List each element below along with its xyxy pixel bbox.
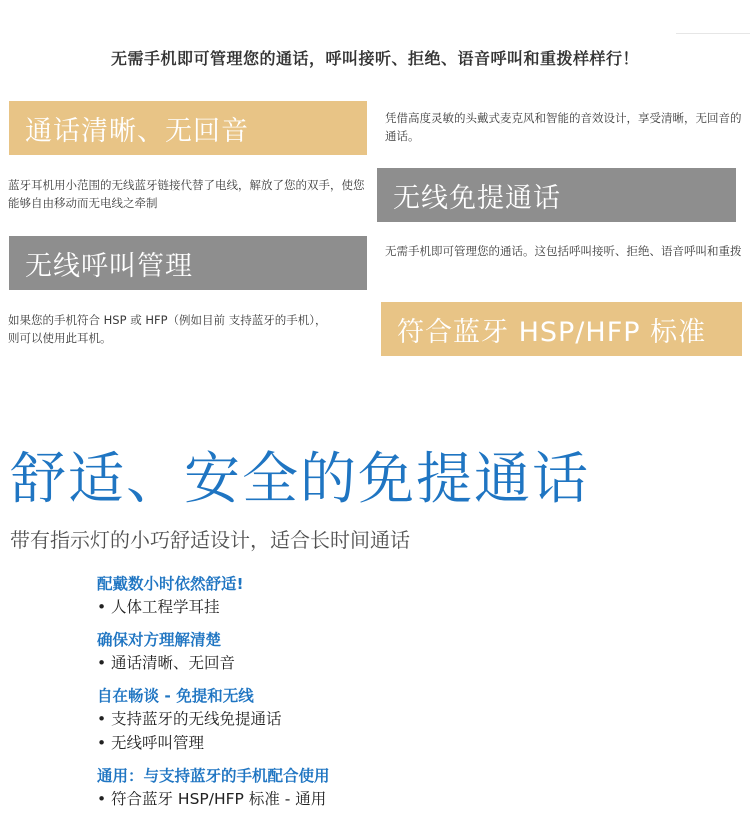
top-divider-line xyxy=(676,33,750,34)
feature-item xyxy=(97,787,517,811)
feature-group-comfort xyxy=(97,573,517,619)
bullet: • xyxy=(97,734,107,752)
feature-group-universal xyxy=(97,765,517,811)
bullet: • xyxy=(97,790,107,808)
feature-item xyxy=(97,651,517,675)
feature-item-text: 通话清晰、无回音 xyxy=(111,654,236,672)
desc-wireless-handsfree: 蓝牙耳机用小范围的无线蓝牙链接代替了电线，解放了您的双手，使您能够自由移动而无电线之牵制 xyxy=(8,178,365,210)
banner-bluetooth-standard: 符合蓝牙 HSP/HFP 标准 xyxy=(381,302,742,356)
feature-item-text: 无线呼叫管理 xyxy=(111,734,205,752)
desc-wireless-call-management: 无需手机即可管理您的通话。这包括呼叫接听、拒绝、语音呼叫和重拨 xyxy=(385,244,742,258)
feature-heading: 配戴数小时依然舒适! xyxy=(97,575,244,593)
feature-item-text: 人体工程学耳挂 xyxy=(111,598,220,616)
desc-clear-call: 凭借高度灵敏的头戴式麦克风和智能的音效设计，享受清晰，无回音的通话。 xyxy=(385,111,742,143)
feature-item-text: 支持蓝牙的无线免提通话 xyxy=(111,710,282,728)
banner-wireless-call-management: 无线呼叫管理 xyxy=(9,236,367,290)
feature-group-handsfree xyxy=(97,685,517,755)
feature-heading: 确保对方理解清楚 xyxy=(97,631,222,649)
banner-wireless-handsfree: 无线免提通话 xyxy=(377,168,736,222)
feature-heading: 通用：与支持蓝牙的手机配合使用 xyxy=(97,767,330,785)
feature-item-text: 符合蓝牙 HSP/HFP 标准 - 通用 xyxy=(111,790,327,808)
bullet: • xyxy=(97,710,107,728)
feature-group-clarity xyxy=(97,629,517,675)
feature-list xyxy=(97,573,517,821)
banner-clear-call: 通话清晰、无回音 xyxy=(9,101,367,155)
feature-item xyxy=(97,595,517,619)
section-title: 舒适、安全的免提通话 xyxy=(10,447,590,512)
section-subtitle: 带有指示灯的小巧舒适设计，适合长时间通话 xyxy=(10,528,410,552)
feature-item xyxy=(97,731,517,755)
bullet: • xyxy=(97,598,107,616)
bullet: • xyxy=(97,654,107,672)
feature-heading: 自在畅谈 - 免提和无线 xyxy=(97,687,254,705)
feature-item xyxy=(97,707,517,731)
desc-bluetooth-standard: 如果您的手机符合 HSP 或 HFP（例如目前 支持蓝牙的手机），则可以使用此耳机。 xyxy=(8,313,327,345)
page-headline: 无需手机即可管理您的通话，呼叫接听、拒绝、语音呼叫和重拨样样行！ xyxy=(110,49,639,68)
